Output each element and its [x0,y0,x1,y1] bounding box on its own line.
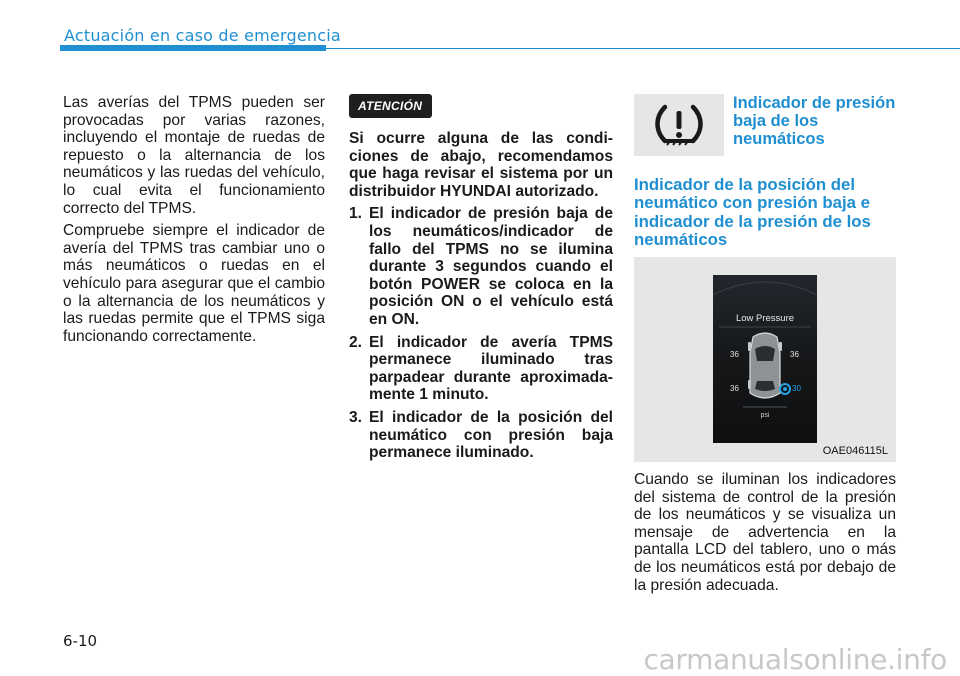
indicator-icon-box [634,94,724,156]
screen-title: Low Pressure [735,313,795,324]
page-number: 6-10 [63,632,98,650]
list-item-text: El indicador de presión baja de los neumáticos/indicador de fallo del TPMS no se ilumina durante 3 segundos cuando el botón POWER se coloca en la posición ON o el vehículo está en ON. [369,205,613,328]
pressure-rear-right: 30 [792,384,801,393]
list-item [349,409,613,462]
list-item-number: 2. [349,333,363,351]
section-title: Actuación en caso de emergencia [64,26,341,45]
paragraph: Las averías del TPMS pueden ser provocadas por varias razones, incluyendo el montaje de ruedas de repuesto o la alternancia de los neumáticos y las ruedas del vehículo, lo cual evita el funcionamiento correcto del TPMS. [63,94,325,217]
caution-intro: Si ocurre alguna de las condi-ciones de abajo, recomendamos que haga revisar el sistema por un distribuidor HYUNDAI autorizado. [349,130,613,200]
lcd-screen [713,275,817,443]
tire-pressure-warning-icon [651,101,707,149]
header-rule [326,48,960,49]
pressure-rear-left: 36 [730,384,739,393]
list-item [349,205,613,328]
header-accent-bar [60,45,326,51]
caution-box [349,94,613,467]
pressure-front-left: 36 [730,350,739,359]
position-heading: Indicador de la posición del neumático con presión baja e indicador de la presión de los neumáticos [634,175,871,250]
column-left [63,94,325,350]
list-item [349,334,613,404]
list-item-text: El indicador de avería TPMS permanece iluminado tras parpadear durante aproximada-mente 1 minuto. [369,333,613,404]
list-item-number: 1. [349,205,363,223]
pressure-front-right: 36 [790,350,799,359]
indicator-heading: Indicador de presión baja de los neumáticos [733,94,896,148]
pressure-unit: psi [760,412,770,419]
caution-list [349,205,613,461]
paragraph: Cuando se iluminan los indicadores del sistema de control de la presión de los neumáticos y se visualiza un mensaje de advertencia en la pantalla LCD del tablero, uno o más de los neumáticos está por debajo de la presión adecuada. [634,471,896,594]
list-item-text: El indicador de la posición del neumático con presión baja permanece iluminado. [369,408,613,462]
list-item-number: 3. [349,408,363,426]
figure-code: OAE046115L [822,445,888,457]
paragraph: Compruebe siempre el indicador de avería del TPMS tras cambiar uno o más neumáticos o ruedas en el vehículo para asegurar que el cambio o la alternancia de los neumáticos y las ruedas permite que el TPMS siga funcionando correctamente. [63,222,325,345]
caution-badge: ATENCIÓN [349,94,432,118]
cluster-figure [634,257,896,462]
watermark: carmanualsonline.info [643,643,947,676]
